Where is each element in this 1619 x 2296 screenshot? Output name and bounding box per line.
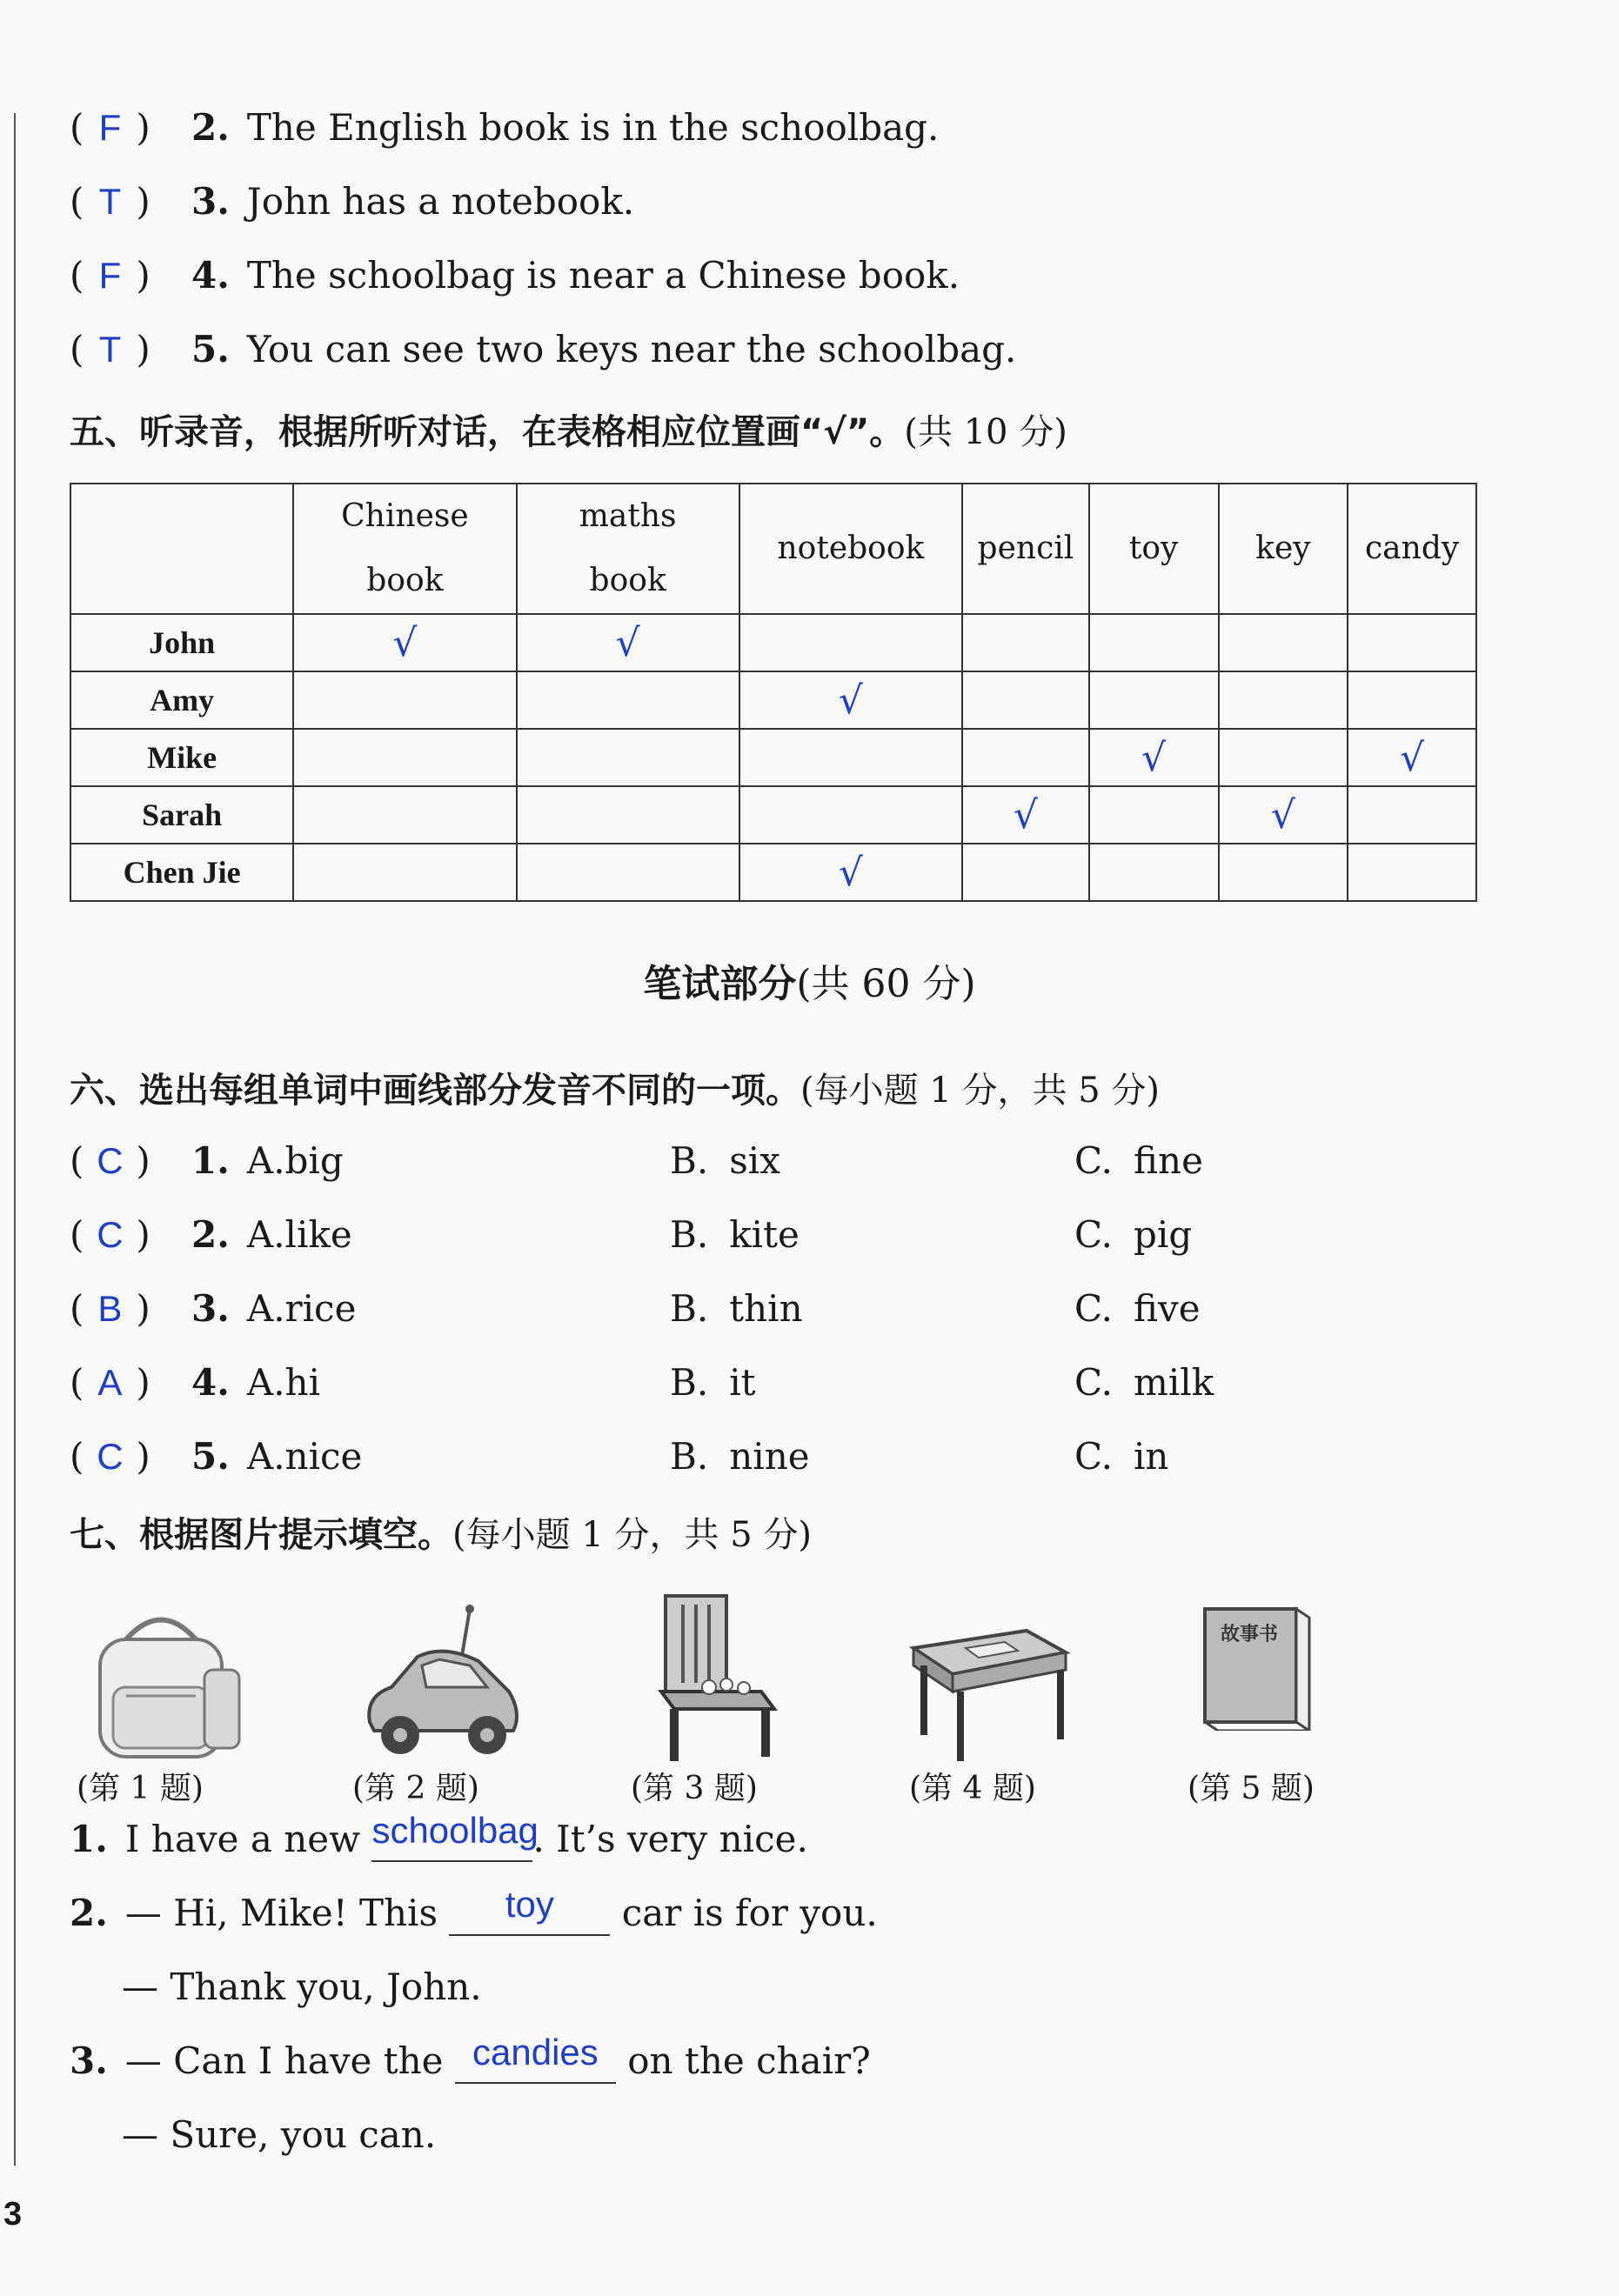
option-b: B. thin [670, 1287, 803, 1330]
table-cell [962, 844, 1089, 901]
row-name: Mike [70, 729, 293, 786]
fill-q1: 1. I have a new schoolbag. It’s very nice. [70, 1810, 808, 1860]
option-c: C. fine [1074, 1139, 1203, 1182]
phonics-answer: C [97, 1436, 124, 1477]
blank-q1: schoolbag [371, 1818, 532, 1862]
phonics-item: ( C ) 5. A.nice [70, 1435, 363, 1478]
option-c: C. pig [1074, 1213, 1193, 1256]
fill-q3: 3. — Can I have the candies on the chair? [70, 2032, 871, 2082]
option-a: like [284, 1213, 352, 1256]
table-cell [962, 786, 1089, 844]
table-cell [1089, 671, 1219, 729]
table-cell [293, 786, 516, 844]
schoolbag-icon [74, 1600, 248, 1765]
page-number: 3 [3, 2196, 23, 2233]
table-cell [1348, 614, 1476, 671]
tf-item: ( F ) 4. The schoolbag is near a Chinese book. [70, 254, 960, 297]
toy-car-icon [357, 1600, 531, 1765]
tf-answer: F [98, 255, 122, 296]
option-c: C. five [1074, 1287, 1201, 1330]
table-cell [517, 671, 739, 729]
desk-icon [896, 1600, 1070, 1765]
table-cell [1219, 671, 1348, 729]
table-cell [962, 614, 1089, 671]
table-cell [517, 729, 739, 786]
table-cell [293, 614, 516, 671]
row-name: Amy [70, 671, 293, 729]
check-table [70, 483, 1477, 902]
col-header: candy [1348, 484, 1476, 614]
chair-icon [622, 1587, 796, 1761]
table-cell [962, 671, 1089, 729]
table-cell [293, 844, 516, 901]
caption-q1: (第 1 题) [77, 1771, 204, 1806]
col-header: notebook [739, 484, 962, 614]
checkmark: √ [1270, 792, 1295, 838]
table-row [70, 614, 1476, 671]
option-b: B. six [670, 1139, 780, 1182]
option-c: C. milk [1074, 1361, 1214, 1404]
col-header: maths book [517, 484, 739, 614]
section-5-heading: 五、听录音，根据所听对话，在表格相应位置画“√”。(共 10 分) [70, 412, 1067, 452]
tf-item: ( T ) 5. You can see two keys near the schoolbag. [70, 328, 1017, 370]
blank-q3: candies [455, 2039, 616, 2084]
caption-q4: (第 4 题) [909, 1771, 1036, 1806]
reply-q3: — Sure, you can. [122, 2113, 437, 2156]
table-cell [739, 844, 962, 901]
checkmark: √ [1400, 735, 1425, 780]
storybook-label: 故事书 [1221, 1624, 1279, 1645]
table-cell [1089, 786, 1219, 844]
table-cell [293, 671, 516, 729]
phonics-answer: C [97, 1214, 124, 1255]
row-name: Chen Jie [70, 844, 293, 901]
phonics-answer: C [97, 1140, 124, 1181]
phonics-item: ( C ) 2. A.like [70, 1213, 352, 1256]
table-corner [70, 484, 293, 614]
table-row [70, 729, 1476, 786]
table-cell [517, 844, 739, 901]
col-header: toy [1089, 484, 1219, 614]
table-cell [1348, 844, 1476, 901]
col-header: pencil [962, 484, 1089, 614]
tf-item: ( T ) 3. John has a notebook. [70, 180, 635, 223]
phonics-item: ( A ) 4. A.hi [70, 1361, 321, 1404]
checkmark: √ [392, 620, 418, 665]
checkmark: √ [838, 677, 863, 723]
caption-q2: (第 2 题) [352, 1771, 479, 1806]
caption-q5: (第 5 题) [1187, 1771, 1315, 1806]
blank-q2: toy [449, 1892, 610, 1936]
checkmark: √ [1141, 735, 1167, 780]
written-part-title: 笔试部分(共 60 分) [643, 962, 976, 1006]
tf-answer: T [98, 181, 122, 222]
option-a: big [284, 1139, 344, 1182]
table-cell [1219, 786, 1348, 844]
phonics-item: ( B ) 3. A.rice [70, 1287, 357, 1330]
col-header: Chinese book [293, 484, 516, 614]
table-cell [739, 671, 962, 729]
option-a: rice [284, 1287, 357, 1330]
phonics-answer: B [97, 1288, 123, 1329]
table-cell [739, 614, 962, 671]
table-cell [1348, 729, 1476, 786]
table-cell [517, 786, 739, 844]
col-header: key [1219, 484, 1348, 614]
option-a: hi [284, 1361, 321, 1404]
table-cell [1089, 614, 1219, 671]
row-name: John [70, 614, 293, 671]
checkmark: √ [838, 850, 863, 895]
section-7-heading: 七、根据图片提示填空。(每小题 1 分，共 5 分) [70, 1515, 812, 1555]
table-cell [1219, 729, 1348, 786]
checkmark: √ [615, 620, 640, 665]
table-cell [739, 786, 962, 844]
option-c: C. in [1074, 1435, 1169, 1478]
option-b: B. nine [670, 1435, 810, 1478]
table-cell [1348, 671, 1476, 729]
table-cell [739, 729, 962, 786]
caption-q3: (第 3 题) [631, 1771, 758, 1806]
table-cell [1348, 786, 1476, 844]
tf-answer: T [98, 329, 122, 370]
option-b: B. kite [670, 1213, 799, 1256]
table-cell [1219, 614, 1348, 671]
table-row [70, 671, 1476, 729]
table-cell [1089, 844, 1219, 901]
table-cell [962, 729, 1089, 786]
option-a: nice [284, 1435, 363, 1478]
phonics-item: ( C ) 1. A.big [70, 1139, 344, 1182]
table-cell [1219, 844, 1348, 901]
table-row [70, 786, 1476, 844]
checkmark: √ [1013, 792, 1038, 838]
tf-item: ( F ) 2. The English book is in the schoolbag. [70, 106, 940, 149]
tf-answer: F [98, 107, 122, 148]
row-name: Sarah [70, 786, 293, 844]
phonics-answer: A [97, 1362, 123, 1403]
table-cell [293, 729, 516, 786]
table-row [70, 844, 1476, 901]
fill-q2: 2. — Hi, Mike! This toy car is for you. [70, 1884, 878, 1934]
table-cell [1089, 729, 1219, 786]
table-cell [517, 614, 739, 671]
reply-q2: — Thank you, John. [122, 1966, 482, 2008]
storybook-icon [1196, 1600, 1318, 1731]
margin-line [14, 113, 16, 2166]
option-b: B. it [670, 1361, 756, 1404]
section-6-heading: 六、选出每组单词中画线部分发音不同的一项。(每小题 1 分，共 5 分) [70, 1071, 1160, 1111]
